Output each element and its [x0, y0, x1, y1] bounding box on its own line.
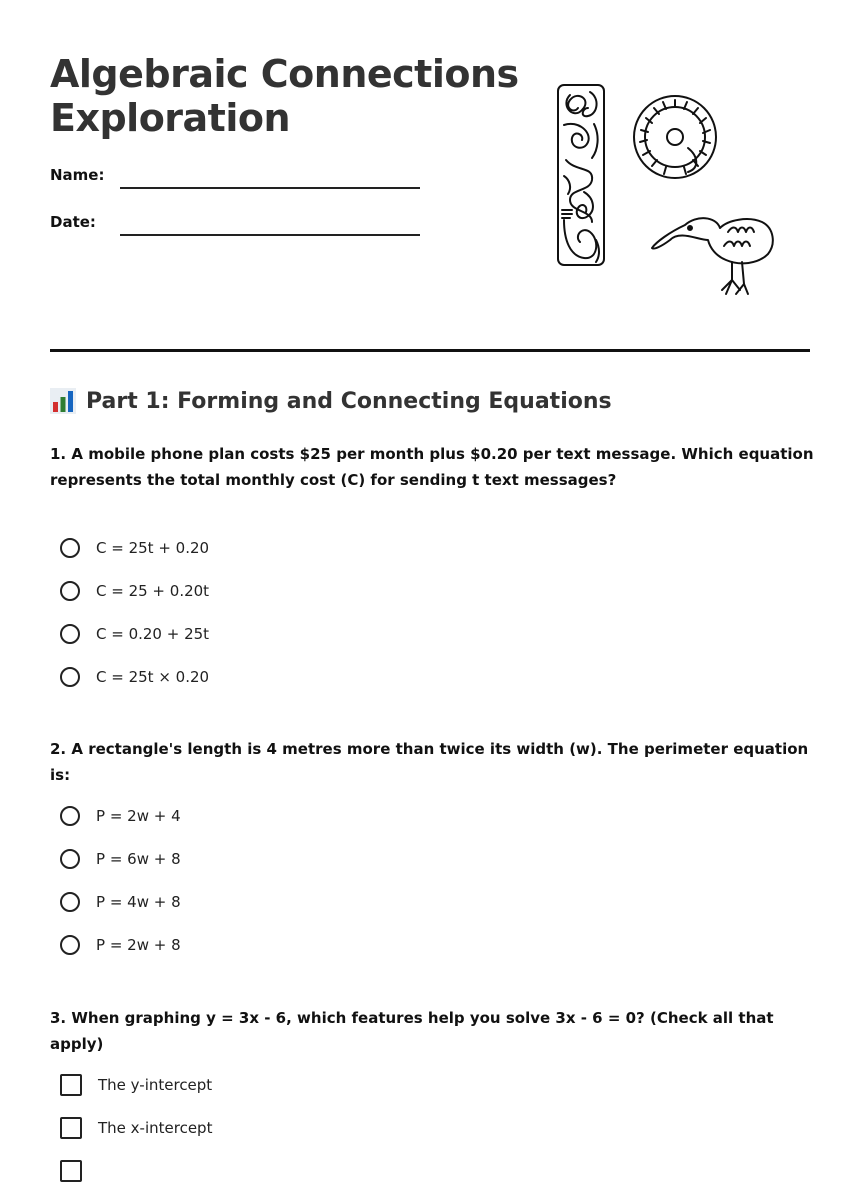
q1-option-4[interactable] — [60, 664, 209, 690]
page-title — [50, 52, 519, 140]
option-label: P = 2w + 8 — [96, 936, 181, 954]
question-3-text: 3. When graphing y = 3x - 6, which features help you solve 3x - 6 = 0? (Check all that apply) — [50, 1009, 774, 1053]
option-label: P = 6w + 8 — [96, 850, 181, 868]
q2-option-4[interactable] — [60, 932, 181, 958]
radio-button[interactable] — [60, 849, 80, 869]
q2-option-3[interactable] — [60, 889, 181, 915]
q1-option-1[interactable] — [60, 535, 209, 561]
option-label: The x-intercept — [98, 1119, 213, 1137]
q2-option-1[interactable] — [60, 803, 181, 829]
radio-button[interactable] — [60, 892, 80, 912]
koru-spiral-icon — [634, 96, 716, 178]
option-label: P = 2w + 4 — [96, 807, 181, 825]
radio-button[interactable] — [60, 935, 80, 955]
radio-button[interactable] — [60, 667, 80, 687]
checkbox[interactable] — [60, 1074, 82, 1096]
radio-button[interactable] — [60, 624, 80, 644]
title-line-1: Algebraic Connections — [50, 52, 519, 96]
maori-art-illustration — [548, 80, 788, 305]
radio-button[interactable] — [60, 806, 80, 826]
date-label: Date: — [50, 213, 96, 231]
q3-option-3-partial[interactable] — [60, 1158, 98, 1184]
radio-button[interactable] — [60, 581, 80, 601]
q1-option-3[interactable] — [60, 621, 209, 647]
name-label: Name: — [50, 166, 105, 184]
section-heading — [50, 388, 612, 414]
question-2-text: 2. A rectangle's length is 4 metres more than twice its width (w). The perimeter equation is: — [50, 740, 809, 784]
name-field[interactable] — [120, 187, 420, 189]
option-label: C = 25t × 0.20 — [96, 668, 210, 686]
q3-option-2[interactable] — [60, 1115, 212, 1141]
q3-option-1[interactable] — [60, 1072, 212, 1098]
radio-button[interactable] — [60, 538, 80, 558]
date-field[interactable] — [120, 234, 420, 236]
bar-chart-icon — [50, 388, 76, 414]
kiwi-bird-icon — [652, 218, 773, 294]
option-label: C = 25t + 0.20 — [96, 539, 210, 557]
checkbox[interactable] — [60, 1160, 82, 1182]
section-title: Part 1: Forming and Connecting Equations — [86, 388, 612, 414]
carved-panel-icon — [558, 85, 604, 265]
title-line-2: Exploration — [50, 96, 291, 140]
checkbox[interactable] — [60, 1117, 82, 1139]
option-label: C = 25 + 0.20t — [96, 582, 210, 600]
option-label: The y-intercept — [98, 1076, 213, 1094]
section-divider — [50, 349, 810, 352]
q2-option-2[interactable] — [60, 846, 181, 872]
option-label: C = 0.20 + 25t — [96, 625, 210, 643]
option-label: P = 4w + 8 — [96, 893, 181, 911]
q1-option-2[interactable] — [60, 578, 209, 604]
question-1-text: 1. A mobile phone plan costs $25 per month plus $0.20 per text message. Which equation represents the total monthly cost (C) for sending t text messages? — [50, 445, 814, 489]
